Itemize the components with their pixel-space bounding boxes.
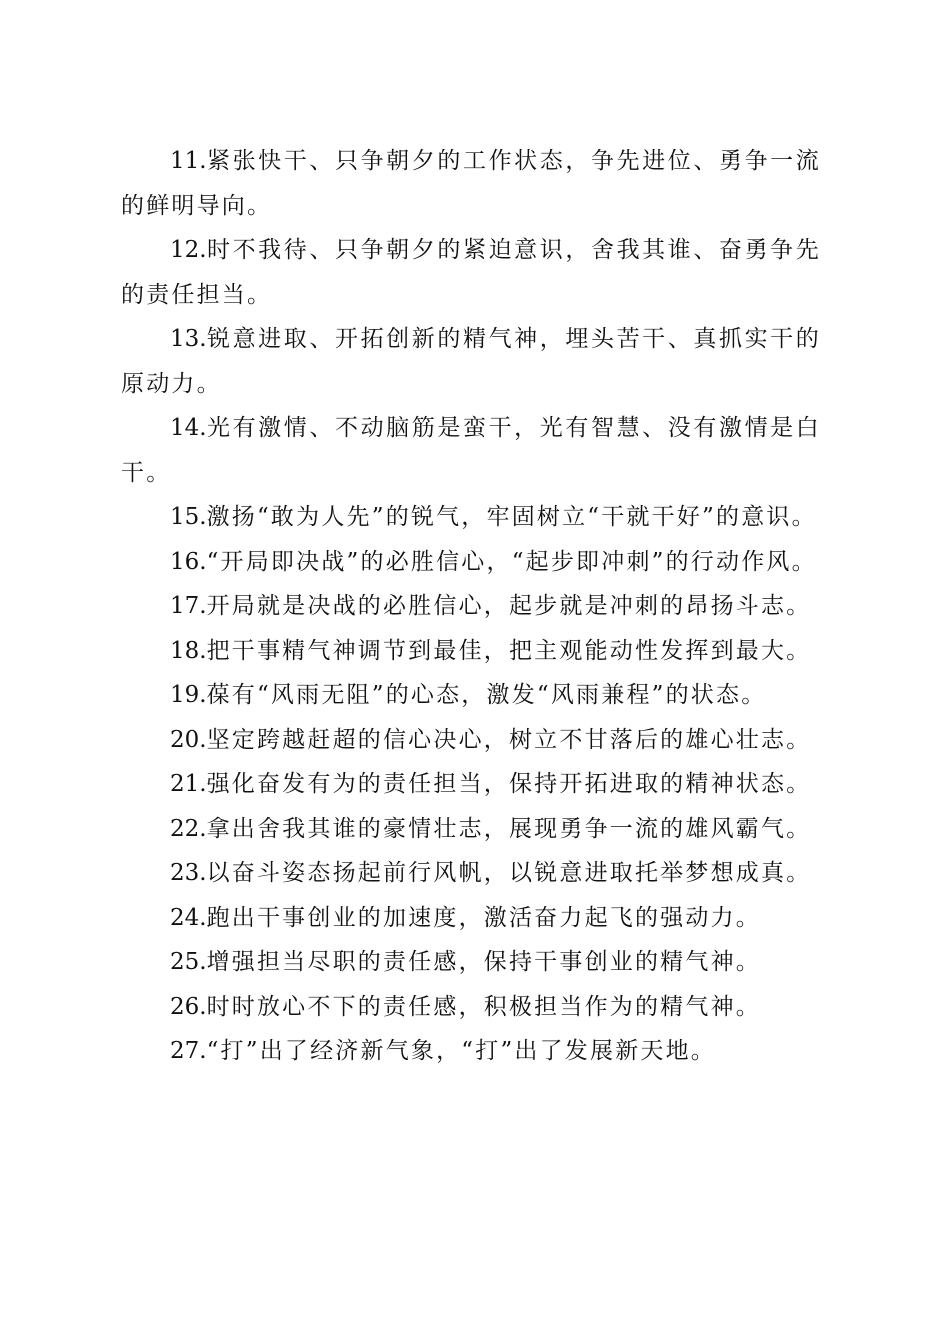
item-number: 21. [170,771,207,797]
item-number: 11. [170,148,207,174]
item-number: 17. [170,593,207,619]
list-item [121,673,821,718]
document-body [121,139,821,1074]
item-text: 以奋斗姿态扬起前行风帆，以锐意进取托举梦想成真。 [206,860,812,886]
list-item [121,985,821,1030]
item-number: 27. [170,1038,207,1064]
item-number: 23. [170,860,207,886]
item-number: 12. [170,237,207,263]
item-number: 14. [170,415,207,441]
item-number: 24. [170,904,207,931]
list-item [121,718,821,763]
item-text: “开局即决战”的必胜信心，“起步即冲刺”的行动作风。 [206,548,817,575]
list-item [121,228,821,317]
list-item [121,584,821,629]
list-item [121,940,821,985]
item-text: 增强担当尽职的责任感，保持干事创业的精气神。 [206,949,761,975]
item-text: “打”出了经济新气象，“打”出了发展新天地。 [206,1038,717,1064]
item-text: 光有激情、不动脑筋是蛮干，光有智慧、没有激情是白干。 [121,415,821,486]
list-item [121,896,821,941]
item-number: 15. [170,504,207,530]
item-text: 把干事精气神调节到最佳，把主观能动性发挥到最大。 [206,637,812,664]
item-number: 13. [170,326,207,352]
item-text: 跑出干事创业的加速度，激活奋力起飞的强动力。 [206,904,761,931]
item-number: 22. [170,815,207,842]
item-number: 19. [170,682,207,708]
list-item [121,1029,821,1074]
item-number: 26. [170,993,207,1020]
item-text: 强化奋发有为的责任担当，保持开拓进取的精神状态。 [206,771,812,797]
item-number: 20. [170,726,207,753]
item-text: 拿出舍我其谁的豪情壮志，展现勇争一流的雄风霸气。 [206,815,812,842]
list-item [121,851,821,896]
list-item [121,317,821,406]
item-number: 25. [170,949,207,975]
item-text: 锐意进取、开拓创新的精气神，埋头苦干、真抓实干的原动力。 [121,326,821,397]
list-item [121,139,821,228]
list-item [121,495,821,540]
item-text: 激扬“敢为人先”的锐气，牢固树立“干就干好”的意识。 [206,504,817,530]
item-text: 开局就是决战的必胜信心，起步就是冲刺的昂扬斗志。 [206,593,812,619]
item-text: 时时放心不下的责任感，积极担当作为的精气神。 [206,993,761,1020]
item-text: 紧张快干、只争朝夕的工作状态，争先进位、勇争一流的鲜明导向。 [121,148,821,219]
list-item [121,540,821,585]
item-number: 16. [170,548,207,575]
item-text: 时不我待、只争朝夕的紧迫意识，舍我其谁、奋勇争先的责任担当。 [121,237,821,308]
item-text: 坚定跨越赶超的信心决心，树立不甘落后的雄心壮志。 [206,726,812,753]
list-item [121,406,821,495]
item-number: 18. [170,637,207,664]
list-item [121,762,821,807]
list-item [121,807,821,852]
list-item [121,629,821,674]
item-text: 葆有“风雨无阻”的心态，激发“风雨兼程”的状态。 [206,682,767,708]
